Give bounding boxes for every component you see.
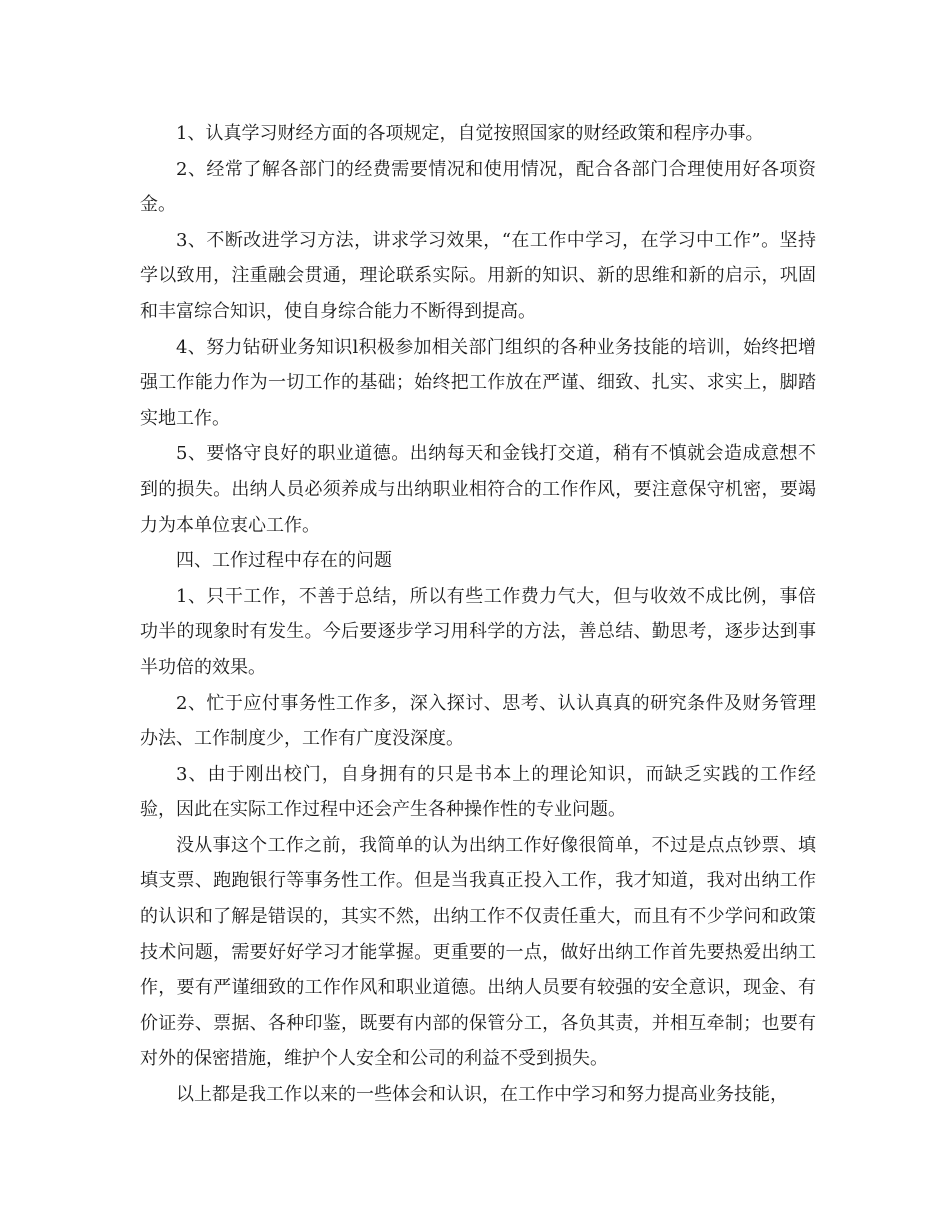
paragraph-item-1: 1、认真学习财经方面的各项规定，自觉按照国家的财经政策和程序办事。 xyxy=(176,123,764,144)
paragraph-item-3: 3、不断改进学习方法，讲求学习效果，“在工作中学习，在学习中工作”。坚持学以致用，注重融会贯通，理论联系实际。用新的知识、新的思维和新的启示，巩固和丰富综合知识，使自身综合能力不断得到提高。 xyxy=(140,229,816,322)
paragraph-item-2: 2、经常了解各部门的经费需要情况和使用情况，配合各部门合理使用好各项资金。 xyxy=(140,158,816,216)
document-body xyxy=(140,116,816,1113)
section-heading: 四、工作过程中存在的问题 xyxy=(176,550,392,572)
problem-item-2: 2、忙于应付事务性工作多，深入探讨、思考、认认真真的研究条件及财务管理办法、工作制度少，工作有广度没深度。 xyxy=(140,692,816,750)
problem-item-3: 3、由于刚出校门，自身拥有的只是书本上的理论知识，而缺乏实践的工作经验，因此在实际工作过程中还会产生各种操作性的专业问题。 xyxy=(140,763,816,821)
closing-paragraph: 以上都是我工作以来的一些体会和认识，在工作中学习和努力提高业务技能， xyxy=(176,1084,788,1106)
paragraph-item-4: 4、努力钻研业务知识l积极参加相关部门组织的各种业务技能的培训，始终把增强工作能力作为一切工作的基础；始终把工作放在严谨、细致、扎实、求实上，脚踏实地工作。 xyxy=(140,336,816,429)
problem-item-1: 1、只干工作，不善于总结，所以有些工作费力气大，但与收效不成比例，事倍功半的现象时有发生。今后要逐步学习用科学的方法，善总结、勤思考，逐步达到事半功倍的效果。 xyxy=(140,585,816,678)
reflection-paragraph: 没从事这个工作之前，我简单的认为出纳工作好像很简单，不过是点点钞票、填填支票、跑跑银行等事务性工作。但是当我真正投入工作，我才知道，我对出纳工作的认识和了解是错误的，其实不然，出纳工作不仅责任重大，而且有不少学问和政策技术问题，需要好好学习才能掌握。更重要的一点，做好出纳工作首先要热爱出纳工作，要有严谨细致的工作作风和职业道德。出纳人员要有较强的安全意识，现金、有价证券、票据、各种印鉴，既要有内部的保管分工，各负其责，并相互牵制；也要有对外的保密措施，维护个人安全和公司的利益不受到损失。 xyxy=(140,834,816,1070)
paragraph-item-5: 5、要恪守良好的职业道德。出纳每天和金钱打交道，稍有不慎就会造成意想不到的损失。出纳人员必须养成与出纳职业相符合的工作作风，要注意保守机密，要竭力为本单位衷心工作。 xyxy=(140,443,816,536)
